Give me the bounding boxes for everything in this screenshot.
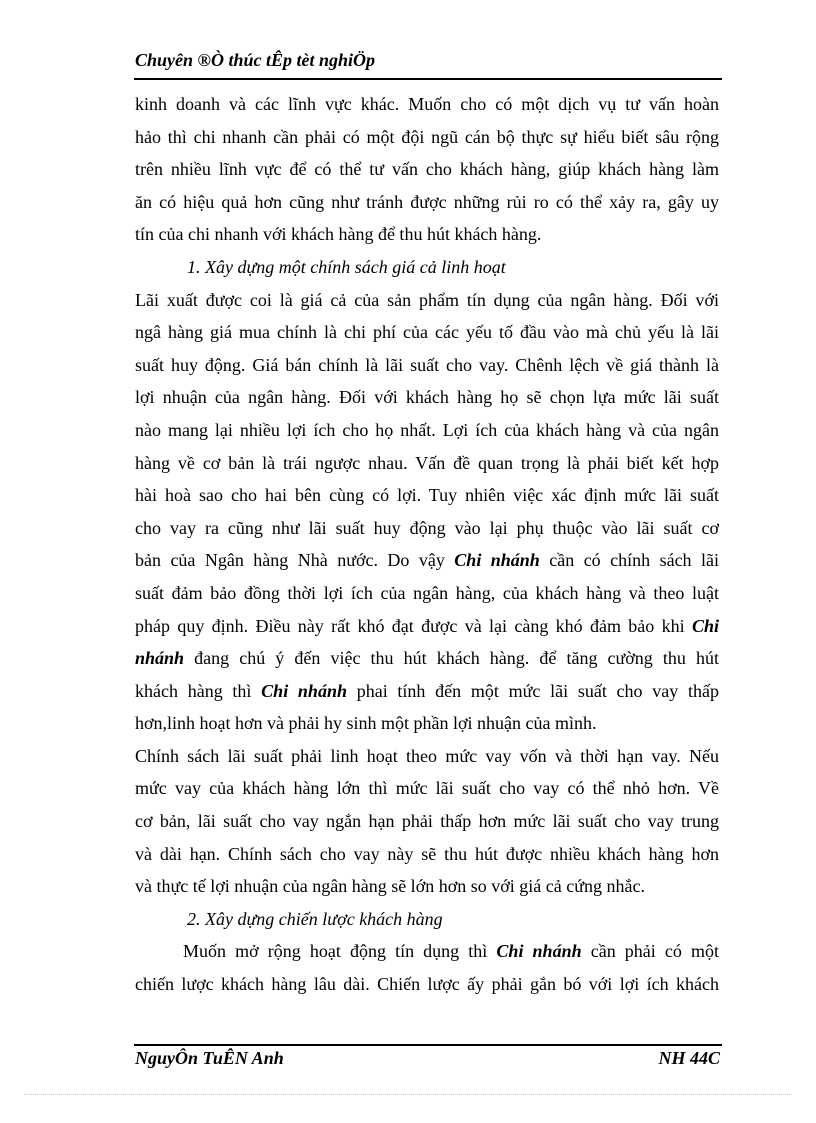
text-line: Lãi xuất được coi là giá cả của sản phẩm tín dụng của ngân hàng. Đối với xyxy=(135,289,719,310)
emphasis-chi-nhanh: Chi nhánh xyxy=(496,941,582,962)
footer-author: NguyÔn TuÊN Anh xyxy=(135,1048,284,1068)
text-segment: khách hàng thì xyxy=(135,680,262,701)
text-line xyxy=(135,610,719,643)
text-line: trên nhiều lĩnh vực để có thể tư vấn cho khách hàng, giúp khách hàng làm xyxy=(135,159,719,180)
header-rule xyxy=(134,78,722,80)
text-line: tín của chi nhanh với khách hàng để thu hút khách hàng. xyxy=(135,224,542,245)
text-line: hàng về cơ bản là trái ngược nhau. Vấn đề quan trọng là phải biết kết hợp xyxy=(135,452,719,473)
text-line: hảo thì chi nhanh cần phải có một đội ngũ cán bộ thực sự hiểu biết sâu rộng xyxy=(135,126,719,147)
text-segment: phai tính đến một mức lãi suất cho vay thấp xyxy=(346,680,719,701)
text-line: chiến lược khách hàng lâu dài. Chiến lược ấy phải gắn bó với lợi ích khách xyxy=(135,974,719,995)
page-edge-divider xyxy=(24,1094,792,1095)
body-text xyxy=(135,88,719,1001)
text-segment: Muốn mở rộng hoạt động tín dụng thì xyxy=(183,941,497,962)
text-line: Chính sách lãi suất phải linh hoạt theo mức vay vốn và thời hạn vay. Nếu xyxy=(135,745,719,766)
text-line: nào mang lại nhiều lợi ích cho họ nhất. Lợi ích của khách hàng và của ngân xyxy=(135,419,719,440)
text-line: suất đảm bảo đồng thời lợi ích của ngân hàng, của khách hàng và theo luật xyxy=(135,582,719,603)
section-heading-1: 1. Xây dựng một chính sách giá cả linh hoạt xyxy=(187,256,506,277)
text-line: suất huy động. Giá bán chính là lãi suất cho vay. Chênh lệch về giá thành là xyxy=(135,354,719,375)
emphasis-chi: Chi xyxy=(691,615,719,636)
text-segment: bản của Ngân hàng Nhà nước. Do vậy xyxy=(135,550,455,571)
text-line xyxy=(135,544,719,577)
text-line: ngâ hàng giá mua chính là chi phí của các yếu tố đầu vào mà chủ yếu là lãi xyxy=(135,322,719,343)
section-heading-2: 2. Xây dựng chiến lược khách hàng xyxy=(187,908,443,929)
text-segment: cần có chính sách lãi xyxy=(539,550,719,571)
emphasis-chi-nhanh: Chi nhánh xyxy=(261,680,347,701)
text-segment: đang chú ý đến việc thu hút khách hàng. để tăng cường thu hút xyxy=(184,648,719,669)
emphasis-chi-nhanh: Chi nhánh xyxy=(454,550,540,571)
text-line: hơn,linh hoạt hơn và phải hy sinh một phần lợi nhuận của mình. xyxy=(135,713,597,734)
page-header-title: Chuyên ®Ò thúc tÊp tèt nghiÖp xyxy=(135,50,375,70)
text-line xyxy=(135,675,719,708)
text-segment: cần phải có một xyxy=(581,941,719,962)
text-line: ăn có hiệu quả hơn cũng như tránh được những rủi ro có thể xảy ra, gây uy xyxy=(135,191,719,212)
text-line: cơ bản, lãi suất cho vay ngắn hạn phải thấp hơn mức lãi suất cho vay trung xyxy=(135,811,719,832)
footer-class-code: NH 44C xyxy=(658,1048,720,1068)
text-line xyxy=(135,642,719,675)
text-line: hài hoà sao cho hai bên cùng có lợi. Tuy nhiên việc xác định mức lãi suất xyxy=(135,485,719,506)
text-line: và dài hạn. Chính sách cho vay này sẽ thu hút được nhiều khách hàng hơn xyxy=(135,843,719,864)
text-segment: pháp quy định. Điều này rất khó đạt được và lại càng khó đảm bảo khi xyxy=(135,615,692,636)
text-line xyxy=(135,935,719,968)
text-line: mức vay của khách hàng lớn thì mức lãi suất cho vay có thể nhỏ hơn. Về xyxy=(135,778,719,799)
emphasis-nhanh: nhánh xyxy=(135,648,185,669)
text-line: lợi nhuận của ngân hàng. Đối với khách hàng họ sẽ chọn lựa mức lãi suất xyxy=(135,387,719,408)
text-line: kinh doanh và các lĩnh vực khác. Muốn cho có một dịch vụ tư vấn hoàn xyxy=(135,94,719,114)
text-line: và thực tế lợi nhuận của ngân hàng sẽ lớn hơn so với giá cả cứng nhắc. xyxy=(135,876,645,897)
text-line: cho vay ra cũng như lãi suất huy động vào lại phụ thuộc vào lãi suất cơ xyxy=(135,517,719,538)
